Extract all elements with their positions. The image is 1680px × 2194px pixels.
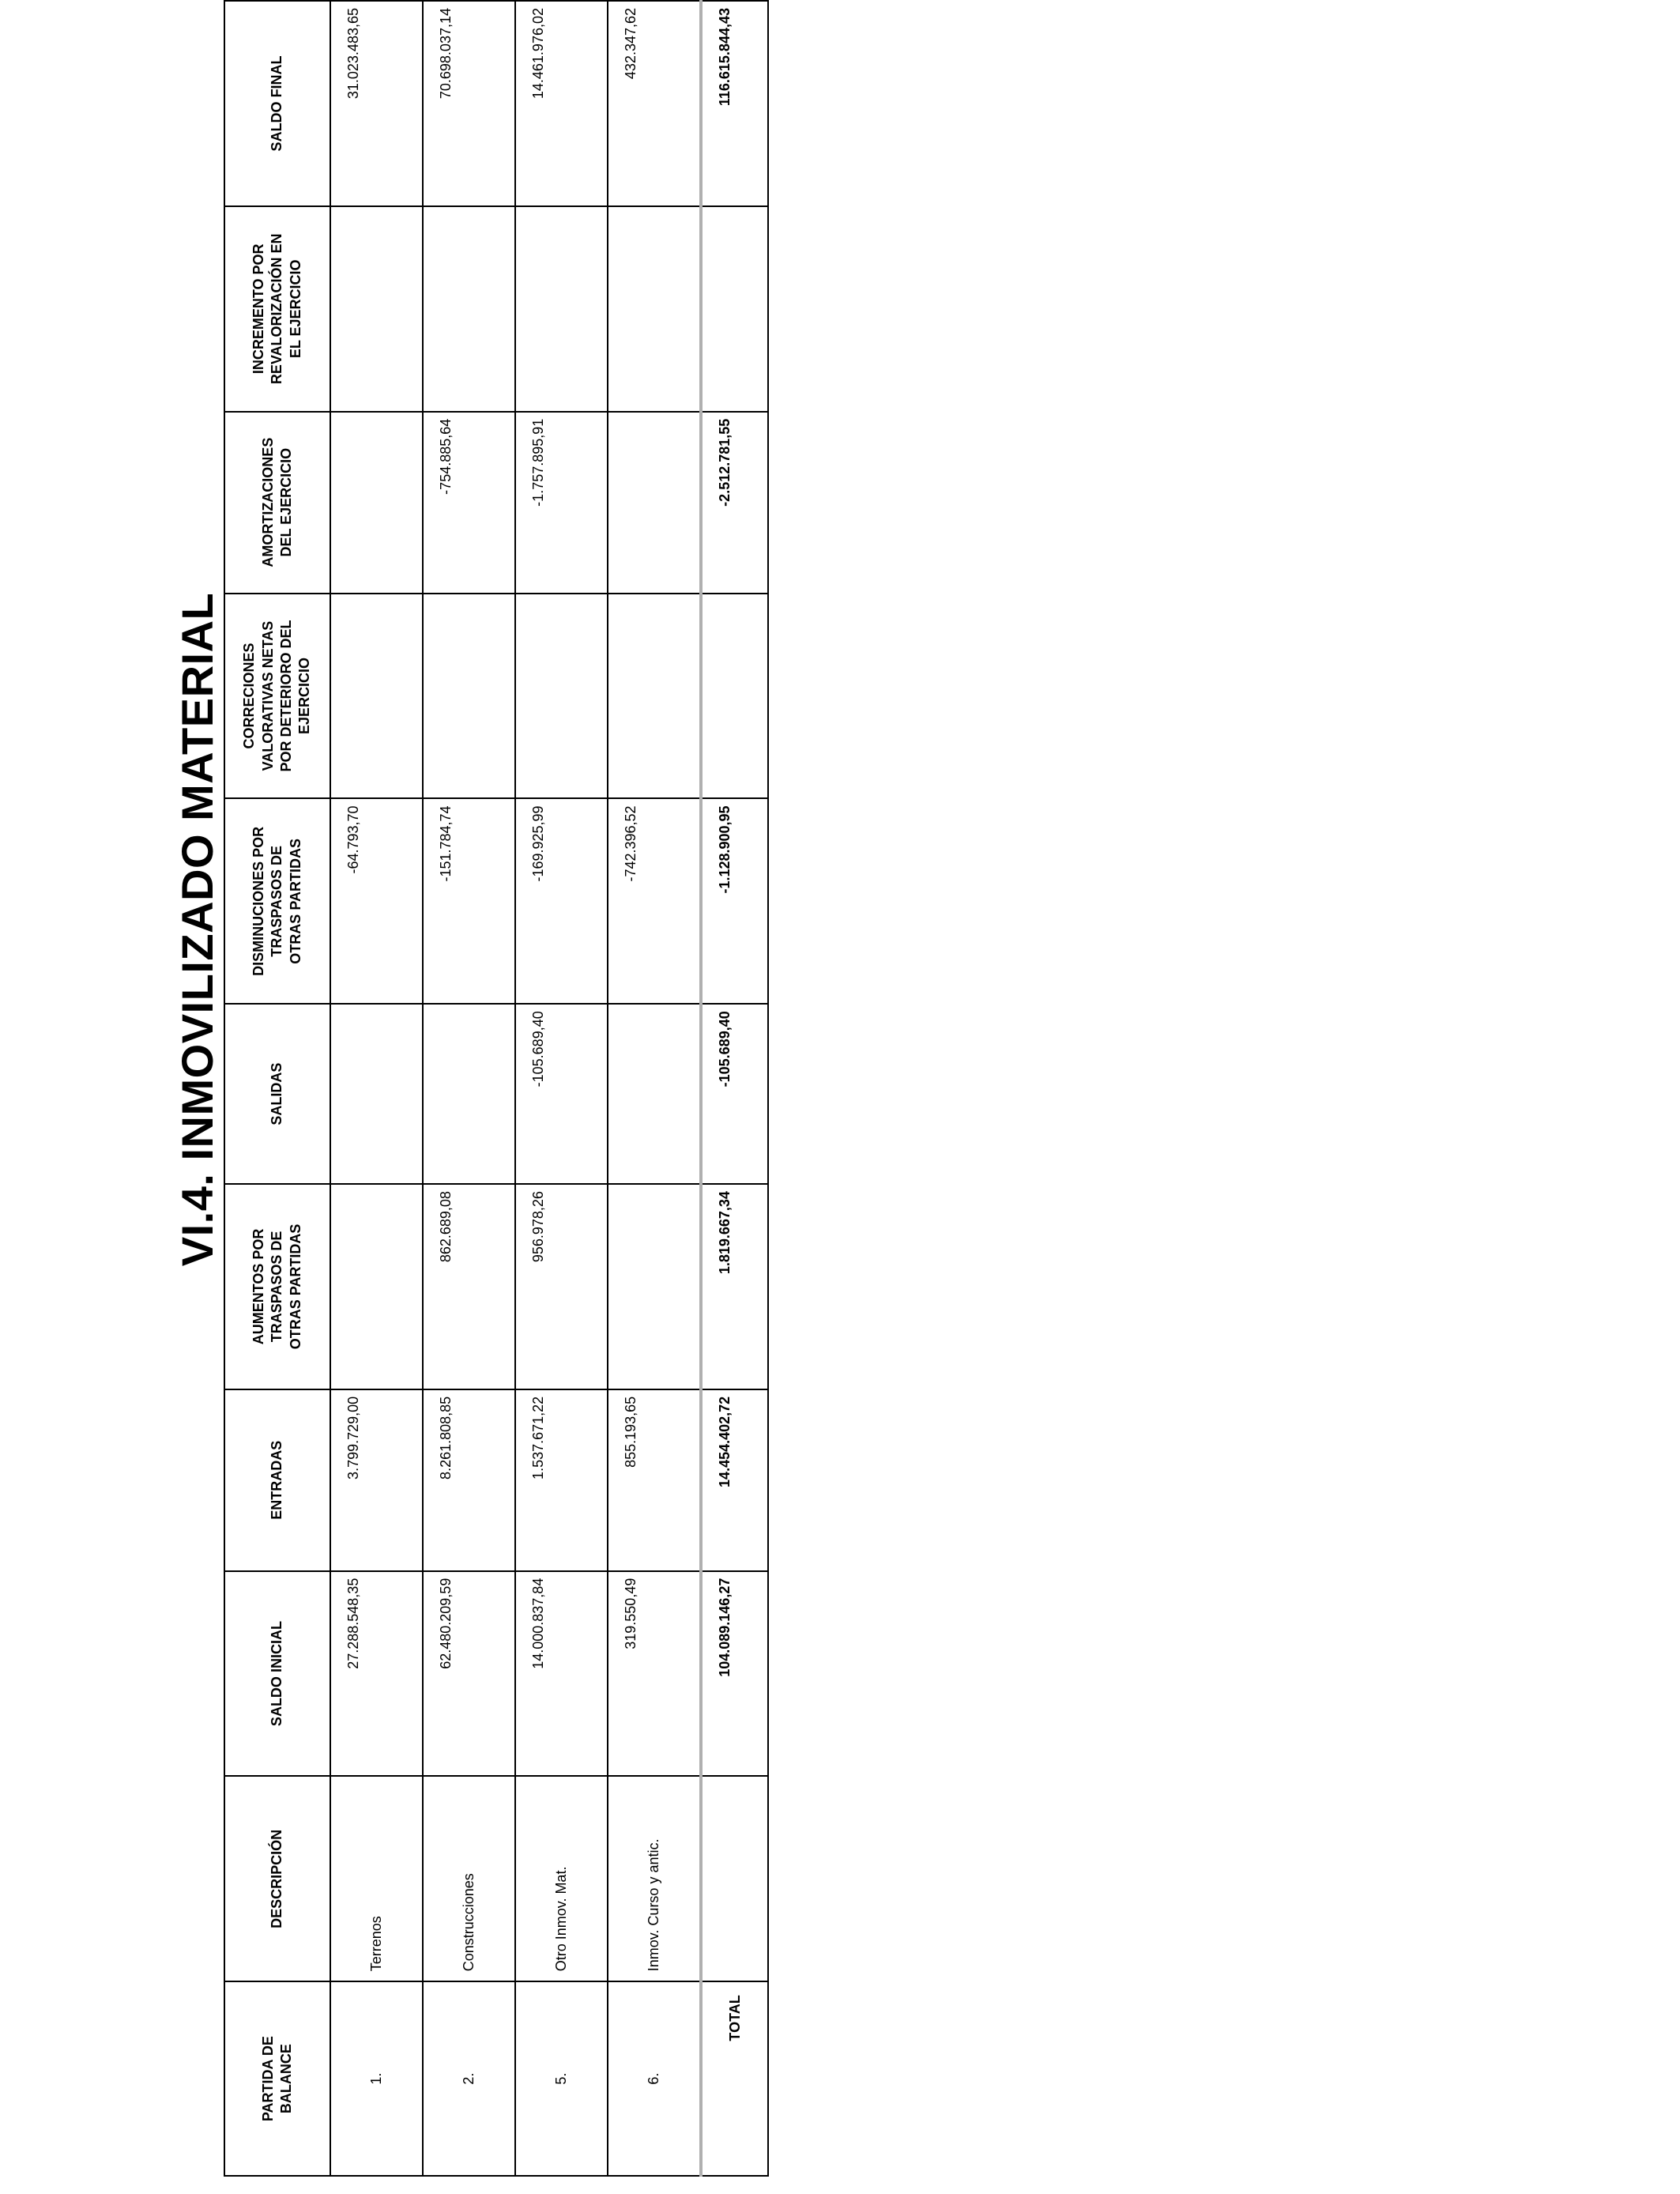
cell-aumentos: 956.978,26 <box>515 1184 608 1389</box>
header-incremento: INCREMENTO POR REVALORIZACIÓN EN EL EJERCICIO <box>224 206 330 412</box>
total-disminuciones: -1.128.900,95 <box>701 798 768 1004</box>
cell-aumentos: 862.689,08 <box>423 1184 515 1389</box>
table-row <box>330 1 423 2176</box>
cell-amortizaciones <box>330 412 423 594</box>
total-salidas: -105.689,40 <box>701 1004 768 1184</box>
total-descripcion <box>701 1776 768 1981</box>
cell-correcciones <box>608 594 701 799</box>
cell-entradas: 1.537.671,22 <box>515 1389 608 1571</box>
header-row <box>224 1 330 2176</box>
cell-saldo-inicial: 62.480.209,59 <box>423 1571 515 1777</box>
cell-salidas: -105.689,40 <box>515 1004 608 1184</box>
table-row <box>608 1 701 2176</box>
cell-saldo-inicial: 319.550,49 <box>608 1571 701 1777</box>
total-saldo-final: 116.615.844,43 <box>701 1 768 206</box>
total-aumentos: 1.819.667,34 <box>701 1184 768 1389</box>
cell-amortizaciones: -1.757.895,91 <box>515 412 608 594</box>
cell-disminuciones: -742.396,52 <box>608 798 701 1004</box>
cell-saldo-final: 70.698.037,14 <box>423 1 515 206</box>
cell-entradas: 855.193,65 <box>608 1389 701 1571</box>
header-disminuciones: DISMINUCIONES POR TRASPASOS DE OTRAS PARTIDAS <box>224 798 330 1004</box>
total-saldo-inicial: 104.089.146,27 <box>701 1571 768 1777</box>
page-title: VI.4. INMOVILIZADO MATERIAL <box>172 592 222 1267</box>
header-amortizaciones: AMORTIZACIONES DEL EJERCICIO <box>224 412 330 594</box>
cell-disminuciones: -169.925,99 <box>515 798 608 1004</box>
cell-partida: 2. <box>423 1981 515 2176</box>
cell-correcciones <box>330 594 423 799</box>
header-salidas: SALIDAS <box>224 1004 330 1184</box>
cell-saldo-inicial: 14.000.837,84 <box>515 1571 608 1777</box>
cell-entradas: 8.261.808,85 <box>423 1389 515 1571</box>
header-aumentos: AUMENTOS POR TRASPASOS DE OTRAS PARTIDAS <box>224 1184 330 1389</box>
cell-incremento <box>608 206 701 412</box>
header-entradas: ENTRADAS <box>224 1389 330 1571</box>
asset-table <box>224 0 769 2177</box>
cell-descripcion: Inmov. Curso y antic. <box>608 1776 701 1981</box>
table-row <box>515 1 608 2176</box>
cell-descripcion: Construcciones <box>423 1776 515 1981</box>
header-correcciones: CORRECIONES VALORATIVAS NETAS POR DETERIORO DEL EJERCICIO <box>224 594 330 799</box>
total-correcciones <box>701 594 768 799</box>
cell-aumentos <box>330 1184 423 1389</box>
cell-disminuciones: -64.793,70 <box>330 798 423 1004</box>
cell-salidas <box>423 1004 515 1184</box>
table-row <box>423 1 515 2176</box>
cell-incremento <box>330 206 423 412</box>
cell-saldo-final: 14.461.976,02 <box>515 1 608 206</box>
header-descripcion: DESCRIPCIÓN <box>224 1776 330 1981</box>
cell-salidas <box>608 1004 701 1184</box>
total-label: TOTAL <box>701 1981 768 2176</box>
cell-incremento <box>515 206 608 412</box>
cell-partida: 5. <box>515 1981 608 2176</box>
cell-partida: 6. <box>608 1981 701 2176</box>
cell-saldo-inicial: 27.288.548,35 <box>330 1571 423 1777</box>
cell-descripcion: Otro Inmov. Mat. <box>515 1776 608 1981</box>
total-row <box>701 1 768 2176</box>
cell-salidas <box>330 1004 423 1184</box>
cell-amortizaciones <box>608 412 701 594</box>
cell-correcciones <box>423 594 515 799</box>
cell-partida: 1. <box>330 1981 423 2176</box>
cell-saldo-final: 432.347,62 <box>608 1 701 206</box>
cell-correcciones <box>515 594 608 799</box>
cell-incremento <box>423 206 515 412</box>
header-saldo-inicial: SALDO INICIAL <box>224 1571 330 1777</box>
cell-entradas: 3.799.729,00 <box>330 1389 423 1571</box>
header-saldo-final: SALDO FINAL <box>224 1 330 206</box>
total-incremento <box>701 206 768 412</box>
cell-amortizaciones: -754.885,64 <box>423 412 515 594</box>
cell-aumentos <box>608 1184 701 1389</box>
total-amortizaciones: -2.512.781,55 <box>701 412 768 594</box>
total-entradas: 14.454.402,72 <box>701 1389 768 1571</box>
cell-saldo-final: 31.023.483,65 <box>330 1 423 206</box>
header-partida: PARTIDA DE BALANCE <box>224 1981 330 2176</box>
cell-disminuciones: -151.784,74 <box>423 798 515 1004</box>
cell-descripcion: Terrenos <box>330 1776 423 1981</box>
